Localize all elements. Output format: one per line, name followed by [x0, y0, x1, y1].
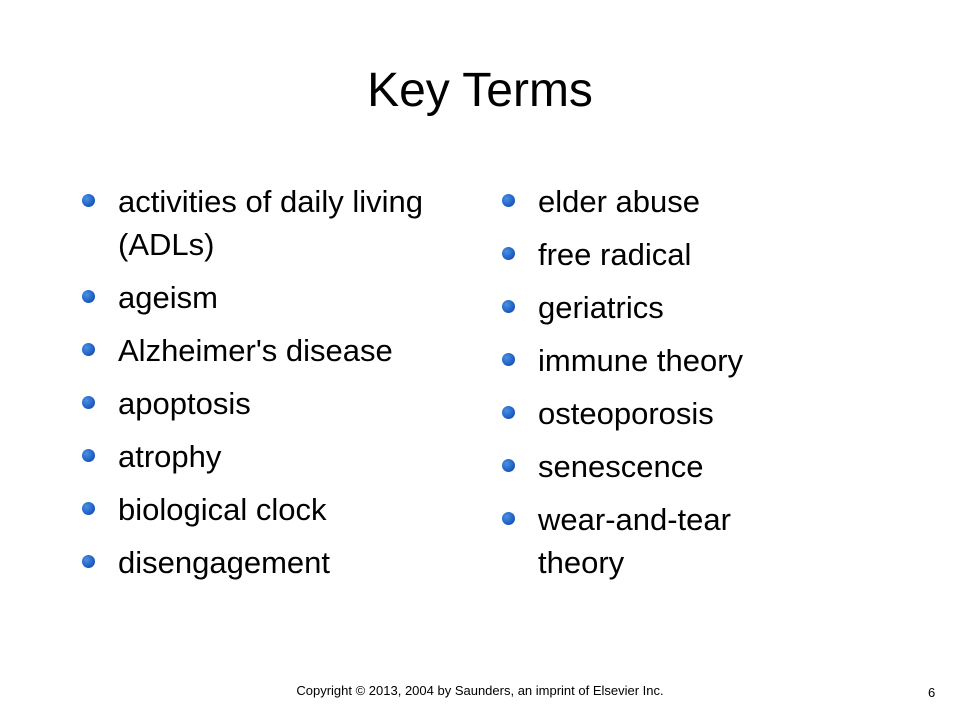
term-label: disengagement [118, 545, 330, 580]
term-label: atrophy [118, 439, 222, 474]
list-item [502, 392, 802, 435]
key-terms-right-list [502, 180, 802, 594]
list-item [502, 233, 802, 276]
term-label: free radical [538, 237, 692, 272]
list-item [502, 286, 802, 329]
term-label: osteoporosis [538, 396, 714, 431]
term-label: activities of daily living (ADLs) [118, 184, 423, 262]
term-label: immune theory [538, 343, 744, 378]
slide-title: Key Terms [367, 64, 593, 117]
footer-copyright: Copyright © 2013, 2004 by Saunders, an imprint of Elsevier Inc. [296, 683, 664, 698]
bullet-icon [502, 194, 515, 207]
bullet-icon [82, 194, 95, 207]
bullet-icon [82, 502, 95, 515]
key-terms-left-list [82, 180, 462, 594]
bullet-icon [82, 396, 95, 409]
list-item [82, 488, 462, 531]
bullet-icon [502, 459, 515, 472]
list-item [502, 339, 802, 382]
term-label: senescence [538, 449, 704, 484]
list-item [82, 541, 462, 584]
bullet-icon [82, 555, 95, 568]
list-item [502, 498, 802, 584]
term-label: apoptosis [118, 386, 251, 421]
list-item [82, 276, 462, 319]
bullet-icon [502, 406, 515, 419]
list-item [502, 445, 802, 488]
page-number: 6 [928, 685, 936, 700]
list-item [82, 435, 462, 478]
term-label: elder abuse [538, 184, 701, 219]
bullet-icon [502, 353, 515, 366]
term-label: geriatrics [538, 290, 664, 325]
term-label: biological clock [118, 492, 327, 527]
list-item [82, 180, 462, 266]
bullet-icon [502, 512, 515, 525]
bullet-icon [502, 300, 515, 313]
term-label: ageism [118, 280, 218, 315]
term-label: Alzheimer's disease [118, 333, 393, 368]
bullet-icon [82, 290, 95, 303]
list-item [82, 329, 462, 372]
list-item [502, 180, 802, 223]
bullet-icon [82, 449, 95, 462]
bullet-icon [82, 343, 95, 356]
list-item [82, 382, 462, 425]
bullet-icon [502, 247, 515, 260]
term-label: wear-and-tear theory [538, 502, 731, 580]
